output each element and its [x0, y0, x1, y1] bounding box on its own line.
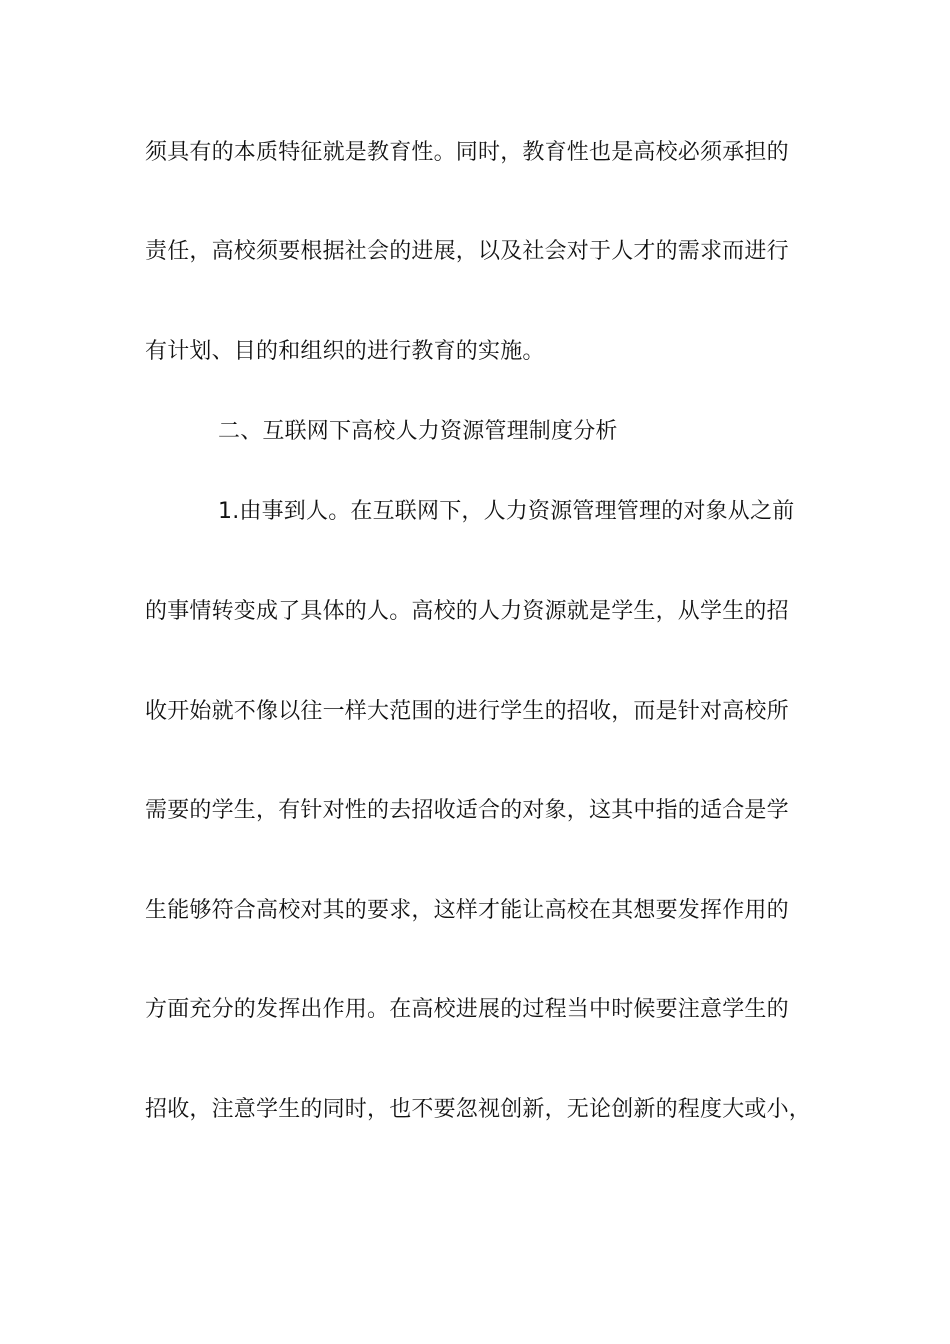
paragraph-line: 须具有的本质特征就是教育性。同时，教育性也是高校必须承担的 [145, 140, 789, 165]
paragraph-line: 需要的学生，有针对性的去招收适合的对象，这其中指的适合是学 [145, 798, 789, 823]
paragraph-line: 招收，注意学生的同时，也不要忽视创新，无论创新的程度大或小， [145, 1097, 812, 1122]
paragraph-line: 生能够符合高校对其的要求，这样才能让高校在其想要发挥作用的 [145, 898, 789, 923]
paragraph-line: 方面充分的发挥出作用。在高校进展的过程当中时候要注意学生的 [145, 997, 789, 1022]
paragraph-line: 责任，高校须要根据社会的进展，以及社会对于人才的需求而进行 [145, 239, 789, 264]
section-heading: 二、互联网下高校人力资源管理制度分析 [218, 419, 618, 444]
paragraph-line: 1.由事到人。在互联网下，人力资源管理管理的对象从之前 [218, 499, 795, 524]
paragraph-line: 的事情转变成了具体的人。高校的人力资源就是学生，从学生的招 [145, 599, 789, 624]
paragraph-line: 收开始就不像以往一样大范围的进行学生的招收，而是针对高校所 [145, 699, 789, 724]
paragraph-line: 有计划、目的和组织的进行教育的实施。 [145, 339, 545, 364]
